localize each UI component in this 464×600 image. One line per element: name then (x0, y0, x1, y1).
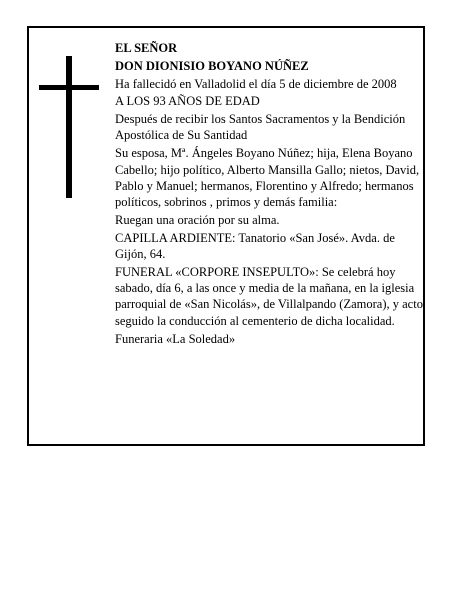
family-list: Su esposa, Mª. Ángeles Boyano Núñez; hija, Elena Boyano Cabello; hijo político, Alberto Mansilla Gallo; nietos, David, Pablo y Manuel; hermanos, Florentino y Alfredo; hermanos políticos, sobrinos , primos y demás familia: (115, 146, 420, 210)
funeral-home: Funeraria «La Soledad» (115, 331, 236, 346)
chapel-info: CAPILLA ARDIENTE: Tanatorio «San José». Avda. de Gijón, 64. (115, 230, 395, 262)
notice-title: EL SEÑOR (115, 41, 178, 55)
obituary-notice (27, 26, 425, 446)
sacraments-line: Después de recibir los Santos Sacramentos y la Bendición Apostólica de Su Santidad (115, 112, 406, 143)
cross-vertical-bar (66, 56, 72, 198)
obituary-text (115, 40, 423, 348)
prayer-request: Ruegan una oración por su alma. (115, 212, 280, 227)
funeral-info: FUNERAL «CORPORE INSEPULTO»: Se celebrá hoy sabado, día 6, a las once y media de la mañana, en la iglesia parroquial de «San Nicolás», de Villalpando (Zamora), y acto seguido la conducción al cementerio de dicha localidad. (115, 264, 423, 328)
cross-horizontal-bar (39, 85, 99, 90)
death-info: Ha fallecidó en Valladolid el día 5 de diciembre de 2008 (115, 76, 397, 91)
cross-icon (39, 56, 99, 198)
age-line: A LOS 93 AÑOS DE EDAD (115, 94, 260, 109)
deceased-name: DON DIONISIO BOYANO NÚÑEZ (115, 58, 309, 73)
